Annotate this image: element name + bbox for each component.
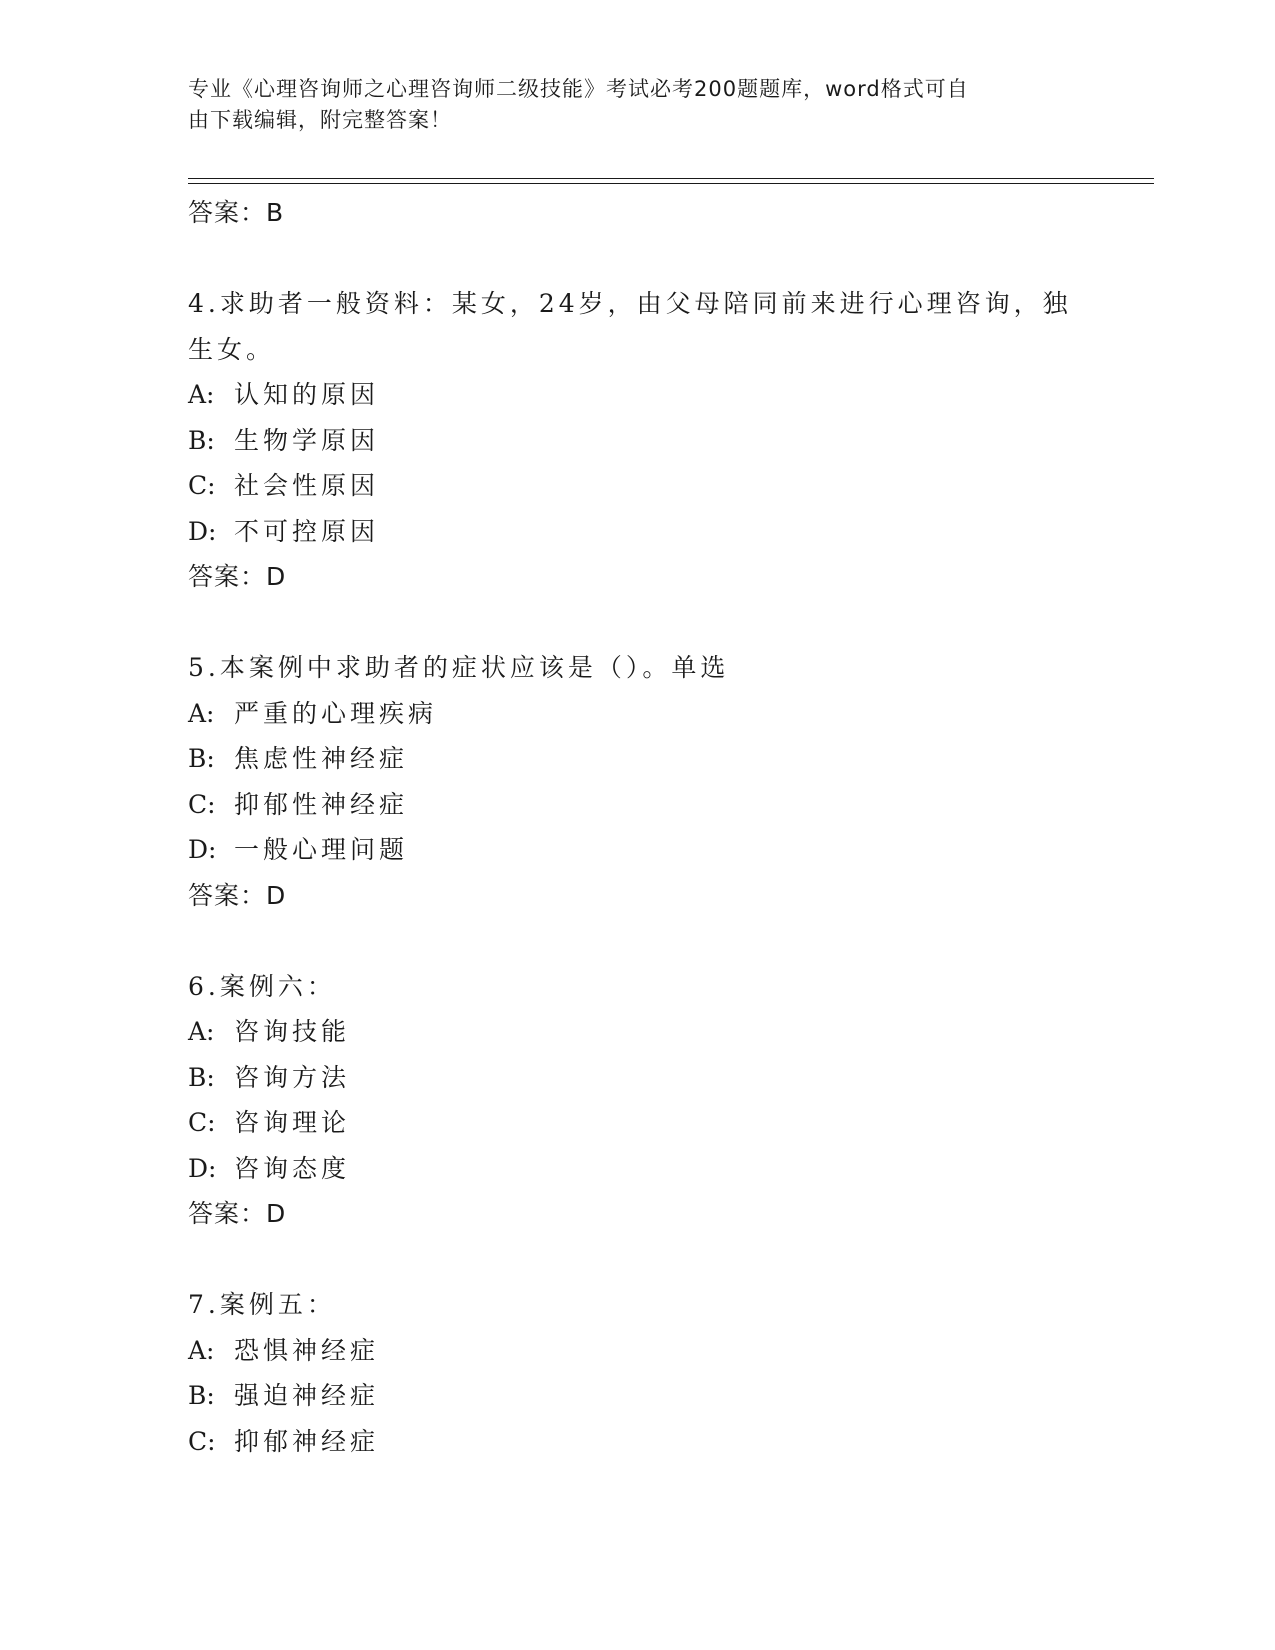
option-text: 焦虑性神经症 <box>234 744 409 773</box>
option-letter: D: <box>188 516 217 546</box>
option-text: 抑郁神经症 <box>234 1426 380 1456</box>
option-letter: A: <box>188 1017 215 1046</box>
option-c <box>188 1419 1088 1465</box>
answer-line: 答案：D <box>188 562 287 591</box>
option-letter: B: <box>188 425 215 455</box>
header-divider-bottom <box>188 183 1154 184</box>
option-text: 恐惧神经症 <box>234 1335 380 1365</box>
option-text: 生物学原因 <box>234 425 380 455</box>
option-letter: B: <box>188 744 215 773</box>
option-text: 严重的心理疾病 <box>234 698 438 728</box>
question-text-line: 生女。 <box>188 334 276 364</box>
option-d <box>188 827 1088 873</box>
question-7 <box>188 1282 1088 1464</box>
question-text <box>188 964 1088 1010</box>
option-a <box>188 1009 1088 1055</box>
question-text <box>188 281 1088 372</box>
option-text: 一般心理问题 <box>234 835 409 864</box>
option-text: 认知的原因 <box>234 380 380 409</box>
option-a <box>188 372 1088 418</box>
option-text: 抑郁性神经症 <box>234 789 409 819</box>
option-letter: D: <box>188 835 217 864</box>
question-text <box>188 645 1088 691</box>
option-c <box>188 463 1088 509</box>
option-text: 咨询态度 <box>234 1153 351 1183</box>
option-letter: C: <box>188 1426 216 1456</box>
option-b <box>188 418 1088 464</box>
option-text: 社会性原因 <box>234 471 380 500</box>
answer-line: 答案：B <box>188 198 285 227</box>
question-5 <box>188 645 1088 919</box>
question-4 <box>188 281 1088 600</box>
option-letter: A: <box>188 1335 215 1365</box>
header-line-1: 专业《心理咨询师之心理咨询师二级技能》考试必考200题题库，word格式可自 <box>188 77 969 101</box>
question-6 <box>188 964 1088 1238</box>
option-a <box>188 691 1088 737</box>
option-text: 强迫神经症 <box>234 1381 380 1410</box>
option-b <box>188 1055 1088 1101</box>
question-text-line: 5.本案例中求助者的症状应该是（）。单选 <box>188 653 730 682</box>
option-letter: B: <box>188 1381 215 1410</box>
option-letter: A: <box>188 380 215 409</box>
option-d <box>188 509 1088 555</box>
option-c <box>188 1100 1088 1146</box>
option-letter: D: <box>188 1153 217 1183</box>
option-letter: C: <box>188 1108 216 1137</box>
question-text-line: 4.求助者一般资料：某女，24岁，由父母陪同前来进行心理咨询，独 <box>188 289 1072 318</box>
option-letter: C: <box>188 789 216 819</box>
document-header <box>188 74 1088 136</box>
option-text: 咨询方法 <box>234 1062 351 1092</box>
option-text: 咨询理论 <box>234 1108 351 1137</box>
option-a <box>188 1328 1088 1374</box>
option-text: 咨询技能 <box>234 1017 351 1046</box>
option-d <box>188 1146 1088 1192</box>
question-list <box>188 190 1088 1464</box>
option-b <box>188 736 1088 782</box>
answer-line: 答案：D <box>188 880 287 910</box>
question-text-line: 6.案例六： <box>188 971 336 1001</box>
option-letter: B: <box>188 1062 215 1092</box>
question-text-line: 7.案例五： <box>188 1290 336 1319</box>
header-line-2: 由下载编辑，附完整答案！ <box>188 108 452 132</box>
option-text: 不可控原因 <box>234 516 380 546</box>
question-text <box>188 1282 1088 1328</box>
option-b <box>188 1373 1088 1419</box>
answer-line: 答案：D <box>188 1199 287 1228</box>
option-c <box>188 782 1088 828</box>
option-letter: A: <box>188 698 215 728</box>
option-letter: C: <box>188 471 216 500</box>
header-divider-top <box>188 178 1154 179</box>
